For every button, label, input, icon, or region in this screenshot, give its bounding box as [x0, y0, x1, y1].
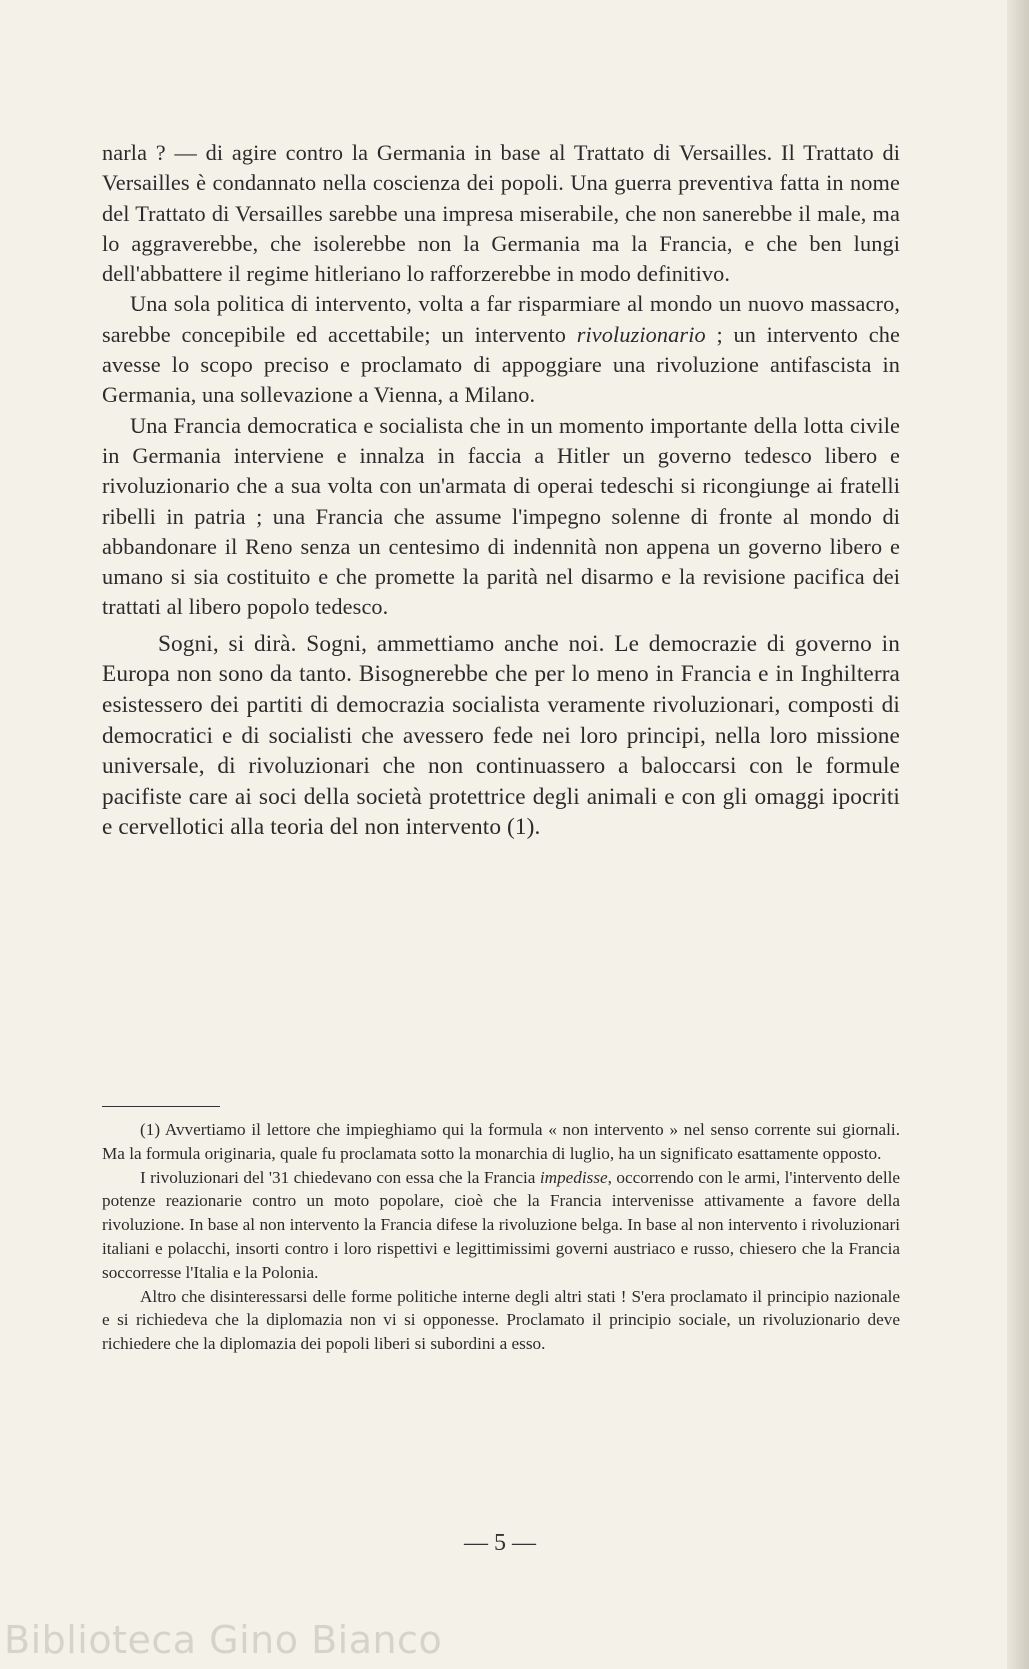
footnote-3: Altro che disinteressarsi delle forme politiche interne degli altri stati ! S'era proclamato il principio nazionale e si richiedeva che la diplomazia non vi si opponesse. Proclamato il principio sociale, un rivoluzionario deve richiedere che la diplomazia dei popoli liberi si subordini a esso.: [102, 1286, 900, 1354]
footnotes: [102, 1118, 900, 1356]
library-watermark: Biblioteca Gino Bianco: [4, 1618, 443, 1662]
paragraph-2-text: Una sola politica di intervento, volta a far risparmiare al mondo un nuovo massacro, sarebbe concepibile ed accettabile; un intervento: [102, 291, 900, 347]
paragraph-3: Una Francia democratica e socialista che in un momento importante della lotta civile in Germania interviene e innalza in faccia a Hitler un governo tedesco libero e rivoluzionario che a sua volta con un'armata di operai tedeschi si ricongiunge ai fratelli ribelli in patria ; una Francia che assume l'impegno solenne di fronte al mondo di abbandonare il Reno senza un centesimo di indennità non appena un governo libero e umano si sia costituito e che promette la parità nel disarmo e la revisione pacifica dei trattati al libero popolo tedesco.: [102, 412, 900, 620]
paragraph-1: narla ? — di agire contro la Germania in base al Trattato di Versailles. Il Trattato di Versailles è condannato nella coscienza dei popoli. Una guerra preventiva fatta in nome del Trattato di Versailles sarebbe una impresa miserabile, che non sanerebbe il male, ma lo aggraverebbe, che isolerebbe non la Germania ma la Francia, e che ben lungi dell'abbattere il regime hitleriano lo rafforzerebbe in modo definitivo.: [102, 140, 900, 287]
paragraph-2: [102, 289, 900, 410]
footnote-1: (1) Avvertiamo il lettore che impieghiamo qui la formula « non intervento » nel senso corrente sui giornali. Ma la formula originaria, quale fu proclamata sotto la monarchia di luglio, ha un significato esattamente opposto.: [102, 1120, 900, 1163]
footnote-2: [102, 1166, 900, 1285]
footnote-2-text-end: , occorrendo con le armi, l'intervento delle potenze reazionarie contro un moto popolare, cioè che la Francia intervenisse attivamente a favore della rivoluzione. In base al non intervento la Francia difese la rivoluzione belga. In base al non intervento i rivoluzionari italiani e polacchi, insorti contro i loro rispettivi e legittimissimi governi austriaco e russo, chiesero che la Francia soccorresse l'Italia e la Polonia.: [102, 1167, 900, 1282]
paragraph-2-text-end: ; un intervento che avesse lo scopo preciso e proclamato di appoggiare una rivoluzione antifascista in Germania, una sollevazione a Vienna, a Milano.: [102, 321, 900, 408]
page-edge-shadow: [1007, 0, 1029, 1669]
footnote-separator: [102, 1106, 220, 1107]
paragraph-4: Sogni, si dirà. Sogni, ammettiamo anche noi. Le democrazie di governo in Europa non sono da tanto. Bisognerebbe che per lo meno in Francia e in Inghilterra esistessero dei partiti di democrazia socialista veramente rivoluzionari, composti di democratici e di socialisti che avessero fede nei loro principi, nella loro missione universale, di rivoluzionari che non continuassero a baloccarsi con le formule pacifiste care ai soci della società protettrice degli animali e con gli omaggi ipocriti e cervellotici alla teoria del non intervento (1).: [102, 630, 900, 841]
main-text: [102, 138, 900, 843]
footnote-2-italic: impedisse: [539, 1167, 608, 1187]
paragraph-2-italic: rivoluzionario: [576, 321, 706, 347]
page-number: — 5 —: [464, 1530, 536, 1556]
footnote-2-text: I rivoluzionari del '31 chiedevano con essa che la Francia: [140, 1167, 540, 1187]
